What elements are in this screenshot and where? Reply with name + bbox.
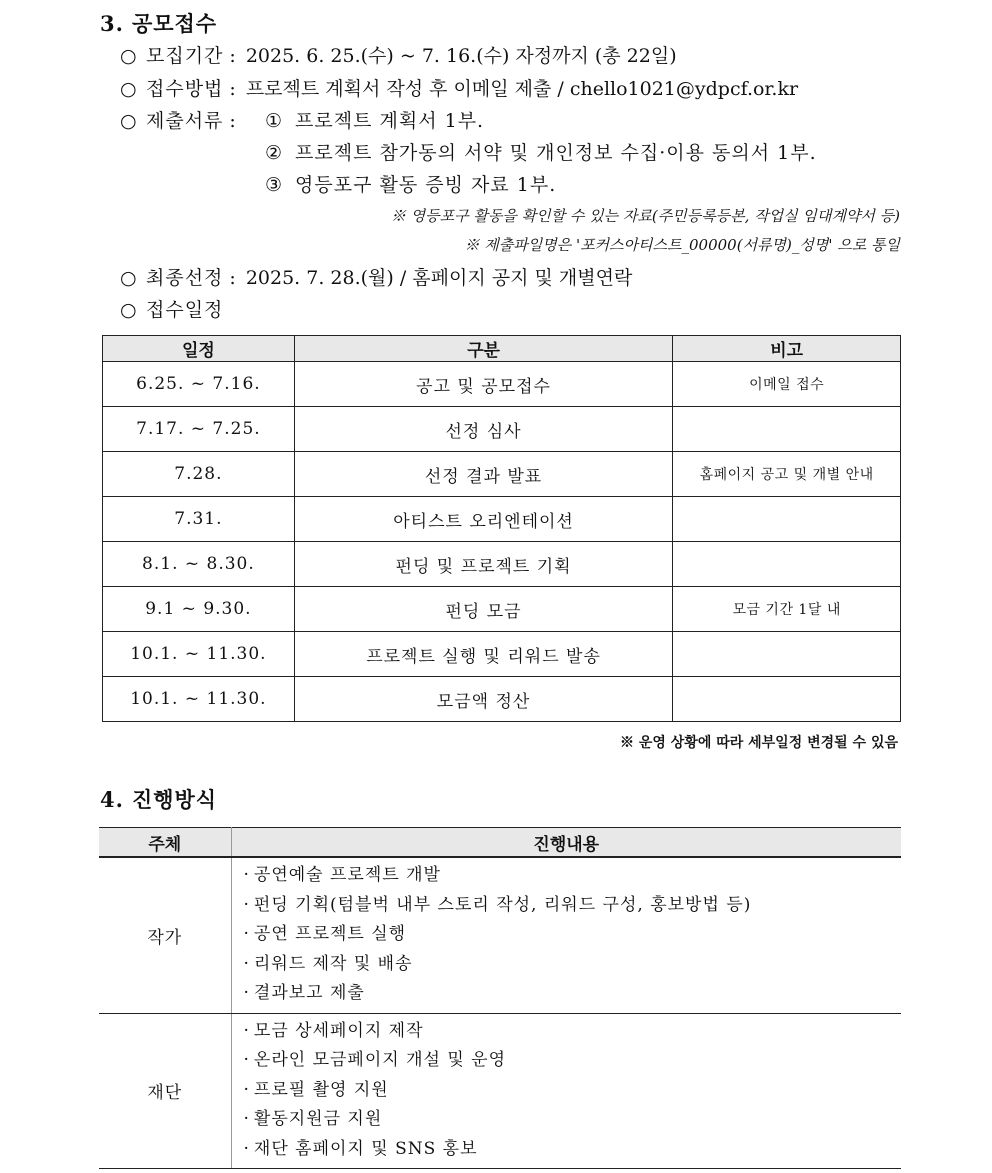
list-item-text: 프로필 촬영 지원 — [253, 1079, 389, 1100]
table-row — [103, 497, 901, 542]
schedule-date: 10.1. ~ 11.30. — [103, 677, 295, 722]
bullet-label: 접수방법 — [146, 78, 224, 100]
schedule-remark — [673, 677, 901, 722]
schedule-category: 아티스트 오리엔테이션 — [294, 497, 672, 542]
document-note: ※ 영등포구 활동을 확인할 수 있는 자료(주민등록등본, 작업실 임대계약서 등) — [390, 207, 900, 225]
process-header-subject: 주체 — [99, 828, 231, 858]
list-item — [244, 1017, 902, 1047]
schedule-date: 7.17. ~ 7.25. — [103, 407, 295, 452]
schedule-date: 6.25. ~ 7.16. — [103, 362, 295, 407]
list-dot: · — [243, 983, 250, 1003]
list-item-text: 공연 프로젝트 실행 — [253, 924, 407, 944]
list-item-text: 리워드 제작 및 배송 — [253, 953, 413, 974]
schedule-date: 10.1. ~ 11.30. — [103, 632, 295, 677]
list-item — [244, 1076, 902, 1106]
table-row — [103, 677, 901, 722]
list-item — [244, 920, 902, 950]
schedule-remark: 모금 기간 1달 내 — [673, 587, 901, 632]
bullet-label: 최종선정 — [146, 267, 224, 289]
schedule-remark: 홈페이지 공고 및 개별 안내 — [673, 452, 901, 497]
document-item — [265, 109, 484, 133]
process-table — [99, 827, 901, 1169]
list-dot: · — [243, 1109, 250, 1129]
schedule-date: 8.1. ~ 8.30. — [103, 542, 295, 587]
bullet-label: 모집기간 — [146, 45, 224, 67]
schedule-category: 펀딩 및 프로젝트 기획 — [294, 542, 672, 587]
process-header-content: 진행내용 — [231, 828, 901, 858]
schedule-header-date: 일정 — [103, 336, 295, 362]
schedule-header-category: 구분 — [294, 336, 672, 362]
bullet-submission-method — [120, 77, 798, 101]
list-dot: · — [243, 953, 250, 974]
schedule-date: 7.28. — [103, 452, 295, 497]
bullet-label: 접수일정 — [146, 299, 224, 321]
bullet-circle-icon: ○ — [120, 299, 137, 321]
document-mark: ② — [265, 142, 284, 164]
list-dot: · — [243, 894, 250, 915]
table-row — [103, 362, 901, 407]
list-item-text: 결과보고 제출 — [253, 983, 365, 1003]
list-item-text: 공연예술 프로젝트 개발 — [253, 865, 441, 885]
table-row — [103, 407, 901, 452]
schedule-remark: 이메일 접수 — [673, 362, 901, 407]
bullet-circle-icon: ○ — [120, 267, 137, 289]
schedule-table — [102, 335, 901, 722]
list-item — [244, 1105, 902, 1135]
bullet-value: 2025. 7. 28.(월) / 홈페이지 공지 및 개별연락 — [245, 267, 633, 289]
list-dot: · — [243, 924, 250, 944]
section-3-title-text: 공모접수 — [131, 11, 218, 36]
document-text: 프로젝트 계획서 1부. — [295, 110, 485, 132]
table-row — [103, 587, 901, 632]
list-item — [244, 891, 902, 921]
bullet-circle-icon: ○ — [120, 45, 137, 67]
bullet-final-selection — [120, 266, 632, 290]
section-4-title-text: 진행방식 — [131, 787, 218, 812]
bullet-label: 제출서류 — [146, 110, 224, 132]
bullet-circle-icon: ○ — [120, 78, 137, 100]
schedule-category: 선정 심사 — [294, 407, 672, 452]
section-4-number: 4. — [100, 787, 124, 812]
list-item-text: 재단 홈페이지 및 SNS 홍보 — [253, 1138, 478, 1159]
list-item-text: 온라인 모금페이지 개설 및 운영 — [253, 1050, 507, 1070]
schedule-remark — [673, 542, 901, 587]
list-item — [244, 861, 902, 891]
filename-note: ※ 제출파일명은 '포커스아티스트_00000(서류명)_성명' 으로 통일 — [464, 236, 900, 254]
bullet-colon: : — [229, 267, 236, 289]
schedule-category: 공고 및 공모접수 — [294, 362, 672, 407]
schedule-category: 선정 결과 발표 — [294, 452, 672, 497]
list-item-text: 펀딩 기획(텀블벅 내부 스토리 작성, 리워드 구성, 홍보방법 등) — [253, 894, 752, 915]
bullet-required-documents — [120, 109, 246, 133]
document-mark: ① — [265, 110, 284, 132]
list-item-text: 모금 상세페이지 제작 — [253, 1020, 424, 1041]
process-subject-artist: 작가 — [99, 857, 231, 1013]
table-row — [103, 452, 901, 497]
list-item — [244, 979, 902, 1009]
bullet-circle-icon: ○ — [120, 110, 137, 132]
document-text: 프로젝트 참가동의 서약 및 개인정보 수집·이용 동의서 1부. — [295, 142, 817, 164]
schedule-category: 펀딩 모금 — [294, 587, 672, 632]
bullet-value: 2025. 6. 25.(수) ~ 7. 16.(수) 자정까지 (총 22일) — [245, 45, 677, 67]
table-row — [103, 542, 901, 587]
table-row — [99, 857, 901, 1013]
schedule-note: ※ 운영 상황에 따라 세부일정 변경될 수 있음 — [619, 735, 898, 751]
list-dot: · — [243, 865, 250, 885]
list-dot: · — [243, 1079, 250, 1100]
process-subject-foundation: 재단 — [99, 1013, 231, 1169]
process-header-row — [99, 828, 901, 858]
schedule-remark — [673, 632, 901, 677]
list-item-text: 활동지원금 지원 — [253, 1109, 383, 1129]
process-content — [231, 857, 901, 1013]
document-item — [265, 141, 817, 165]
document-item — [265, 173, 556, 197]
schedule-date: 9.1 ~ 9.30. — [103, 587, 295, 632]
section-3-title — [100, 8, 217, 38]
list-dot: · — [243, 1020, 250, 1041]
bullet-colon: : — [229, 110, 236, 132]
list-item — [244, 1135, 902, 1165]
section-3-number: 3. — [100, 11, 124, 36]
schedule-remark — [673, 497, 901, 542]
list-item — [244, 1046, 902, 1076]
list-dot: · — [243, 1050, 250, 1070]
bullet-colon: : — [229, 78, 236, 100]
schedule-category: 모금액 정산 — [294, 677, 672, 722]
bullet-colon: : — [229, 45, 236, 67]
list-dot: · — [243, 1138, 250, 1159]
bullet-value: 프로젝트 계획서 작성 후 이메일 제출 / chello1021@ydpcf.or.kr — [245, 78, 799, 100]
document-text: 영등포구 활동 증빙 자료 1부. — [295, 174, 557, 196]
schedule-header-remarks: 비고 — [673, 336, 901, 362]
list-item — [244, 950, 902, 980]
document-mark: ③ — [265, 174, 284, 196]
section-4-title — [100, 784, 217, 814]
process-content — [231, 1013, 901, 1169]
table-row — [103, 632, 901, 677]
bullet-submission-schedule — [120, 298, 223, 322]
schedule-remark — [673, 407, 901, 452]
bullet-recruitment-period — [120, 44, 677, 68]
table-row — [99, 1013, 901, 1169]
schedule-header-row — [103, 336, 901, 362]
schedule-date: 7.31. — [103, 497, 295, 542]
schedule-category: 프로젝트 실행 및 리워드 발송 — [294, 632, 672, 677]
